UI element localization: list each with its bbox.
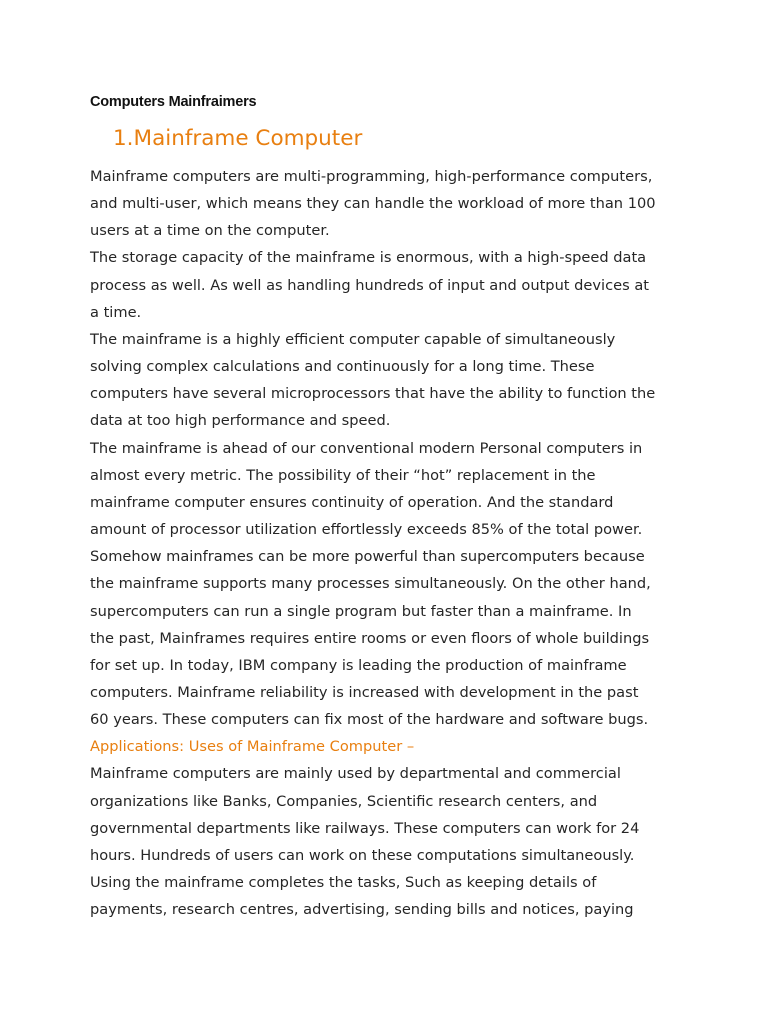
- paragraph-line: payments, research centres, advertising, sending bills and notices, paying: [90, 901, 634, 919]
- paragraph-line: Mainframe computers are mainly used by departmental and commercial: [90, 765, 621, 783]
- paragraph-line: The mainframe is ahead of our conventional modern Personal computers in: [90, 439, 643, 457]
- paragraph-line: Using the mainframe completes the tasks, Such as keeping details of: [90, 874, 597, 892]
- paragraph-line: Mainframe computers are multi-programming, high-performance computers,: [90, 168, 653, 185]
- paragraph-line: Somehow mainframes can be more powerful than supercomputers because: [90, 548, 645, 566]
- paragraph-line: solving complex calculations and continuously for a long time. These: [90, 358, 595, 376]
- paragraph-line: hours. Hundreds of users can work on these computations simultaneously.: [90, 846, 635, 864]
- paragraph-line: governmental departments like railways. These computers can work for 24: [90, 819, 640, 837]
- paragraph-line: and multi-user, which means they can handle the workload of more than 100: [90, 195, 656, 213]
- paragraph-line: organizations like Banks, Companies, Scientific research centers, and: [90, 792, 598, 810]
- paragraph-line: a time.: [90, 303, 142, 321]
- paragraph-line: 60 years. These computers can fix most of the hardware and software bugs.: [90, 711, 649, 729]
- document-title: Computers Mainfraimers: [90, 94, 257, 110]
- paragraph-line: the mainframe supports many processes simultaneously. On the other hand,: [90, 575, 651, 593]
- paragraph-line: data at too high performance and speed.: [90, 412, 391, 430]
- paragraph-line: computers. Mainframe reliability is increased with development in the past: [90, 683, 639, 701]
- section-heading: 1.Mainframe Computer: [113, 126, 363, 151]
- paragraph-line: process as well. As well as handling hundreds of input and output devices at: [90, 276, 650, 294]
- body-text: [90, 163, 690, 923]
- paragraph-line: almost every metric. The possibility of their “hot” replacement in the: [90, 466, 596, 484]
- paragraph-line: supercomputers can run a single program but faster than a mainframe. In: [90, 602, 632, 620]
- paragraph-line: amount of processor utilization effortlessly exceeds 85% of the total power.: [90, 521, 643, 539]
- paragraph-line: The storage capacity of the mainframe is enormous, with a high-speed data: [90, 249, 647, 267]
- subheading-line: Applications: Uses of Mainframe Computer –: [90, 738, 415, 756]
- paragraph-line: The mainframe is a highly efficient computer capable of simultaneously: [90, 330, 616, 348]
- paragraph-line: the past, Mainframes requires entire rooms or even floors of whole buildings: [90, 629, 650, 647]
- paragraph-line: users at a time on the computer.: [90, 222, 330, 240]
- paragraph-line: computers have several microprocessors that have the ability to function the: [90, 385, 656, 403]
- paragraph-line: mainframe computer ensures continuity of operation. And the standard: [90, 493, 614, 511]
- paragraph-line: for set up. In today, IBM company is leading the production of mainframe: [90, 656, 627, 674]
